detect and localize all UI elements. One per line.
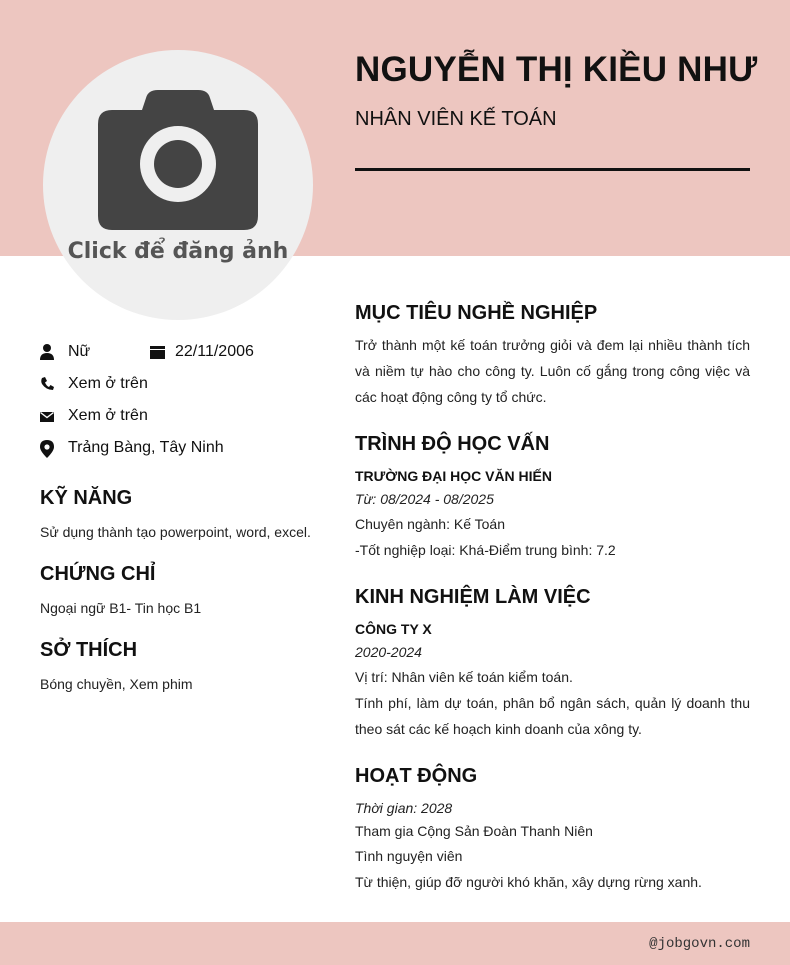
experience-heading: KINH NGHIỆM LÀM VIỆC [355,586,591,608]
education-major: Chuyên ngành: Kế Toán [355,516,505,532]
email-value: Xem ở trên [68,407,148,424]
phone-row [40,374,148,394]
school-name: TRƯỜNG ĐẠI HỌC VĂN HIẾN [355,468,553,484]
hobbies-heading: SỞ THÍCH [40,639,138,661]
education-heading: TRÌNH ĐỘ HỌC VẤN [355,433,550,455]
header-divider [355,168,750,171]
location-pin-icon [40,440,54,456]
hobbies-text: Bóng chuyền, Xem phim [40,676,193,692]
education-period: Từ: 08/2024 - 08/2025 [355,491,494,507]
candidate-name: NGUYỄN THỊ KIỀU NHƯ [355,50,758,89]
company-name: CÔNG TY X [355,621,432,637]
skills-heading: KỸ NĂNG [40,487,133,509]
experience-period: 2020-2024 [355,644,422,660]
birthdate-row [150,342,254,362]
gender-value: Nữ [68,343,91,360]
email-row [40,406,148,426]
certificates-text: Ngoại ngữ B1- Tin học B1 [40,600,202,616]
birthdate-value: 22/11/2006 [175,343,254,360]
calendar-icon [150,344,165,360]
objective-heading: MỤC TIÊU NGHỀ NGHIỆP [355,302,598,324]
phone-icon [40,376,54,392]
gender-row [40,342,90,362]
activities-heading: HOẠT ĐỘNG [355,765,478,787]
avatar-upload-label: Click để đăng ảnh [67,239,289,264]
activity-item: Tình nguyện viên [355,848,463,864]
activity-item: Từ thiện, giúp đỡ người khó khăn, xây dựng rừng xanh. [355,874,702,890]
address-value: Trảng Bàng, Tây Ninh [68,439,224,456]
mail-icon [40,408,54,424]
objective-text: Trở thành một kế toán trưởng giỏi và đem lại nhiều thành tích và niềm tự hào cho công ty. Luôn cố gắng trong công việc và các hoạt động công ty tổ chức. [355,337,750,405]
phone-value: Xem ở trên [68,375,148,392]
person-icon [40,344,54,360]
activity-item: Tham gia Cộng Sản Đoàn Thanh Niên [355,823,593,839]
camera-icon [98,90,258,230]
footer-brand[interactable]: @jobgovn.com [649,936,750,952]
skills-text: Sử dụng thành tạo powerpoint, word, excel. [40,524,311,540]
address-row [40,438,224,458]
footer-band [0,922,790,965]
experience-description: Tính phí, làm dự toán, phân bổ ngân sách, quản lý doanh thu theo sát các kế hoạch kinh doanh của xông ty. [355,695,750,737]
avatar-upload[interactable] [43,50,313,320]
activities-time: Thời gian: 2028 [355,800,453,816]
experience-position: Vị trí: Nhân viên kế toán kiểm toán. [355,669,573,685]
job-title: NHÂN VIÊN KẾ TOÁN [355,108,557,130]
education-grade: -Tốt nghiệp loại: Khá-Điểm trung bình: 7.2 [355,542,616,558]
certificates-heading: CHỨNG CHỈ [40,563,156,585]
